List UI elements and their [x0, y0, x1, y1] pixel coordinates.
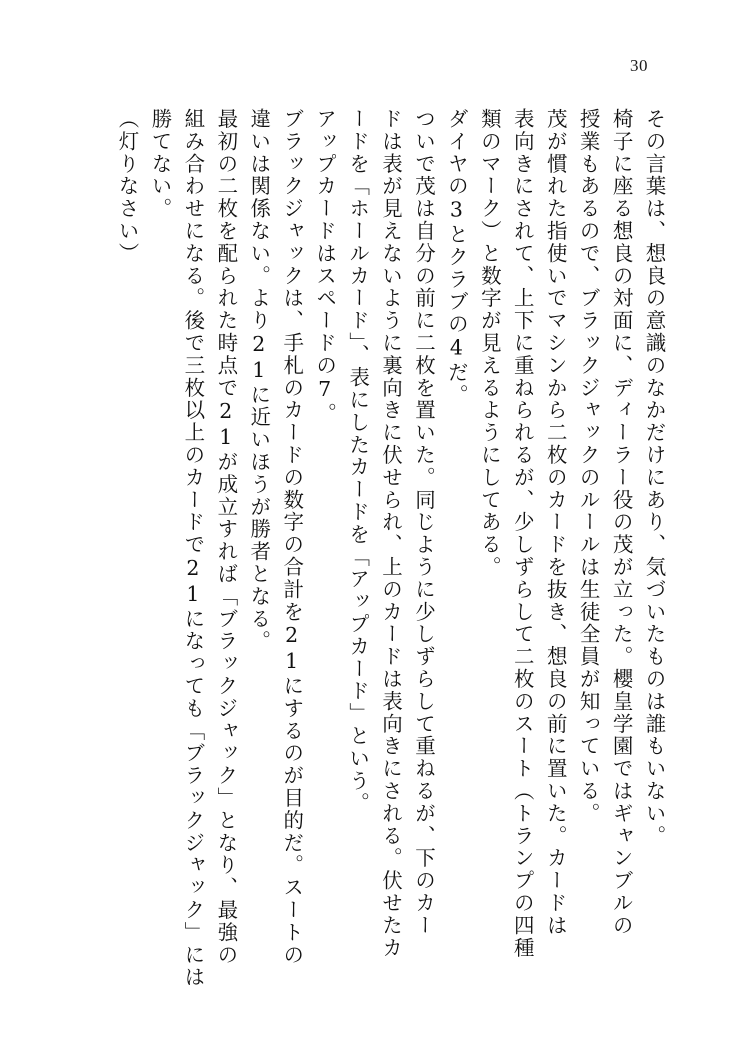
text-column: 類のマーク）と数字が見えるようにしてある。	[477, 108, 502, 579]
text-column: 勝てない。	[147, 108, 172, 220]
text-column: ブラックジャックは、手札のカードの数字の合計を21にするのが目的だ。スートの	[279, 108, 304, 967]
vertical-text-block	[104, 108, 664, 988]
page-number: 30	[630, 56, 648, 75]
text-column: 違いは関係ない。より21に近いほうが勝者となる。	[246, 108, 271, 653]
text-column: 授業もあるので、ブラックジャックのルールは生徒全員が知っている。	[576, 108, 601, 825]
text-column: ドは表が見えないように裏向きに伏せられ、上のカードは表向きにされる。伏せたカ	[378, 108, 403, 960]
text-column: （灯りなさい）	[115, 108, 139, 265]
text-column: ダイヤの3とクラブの4だ。	[444, 108, 469, 407]
text-column: 最初の二枚を配られた時点で21が成立すれば「ブラックジャック」となり、最強の	[213, 108, 238, 967]
text-column: ついで茂は自分の前に二枚を置いた。同じように少しずらして重ねるが、下のカー	[411, 108, 436, 937]
text-column: 表向きにされて、上下に重ねられるが、少しずらして二枚のスート（トランプの四種	[510, 108, 535, 960]
text-column: その言葉は、想良の意識のなかだけにあり、気づいたものは誰もいない。	[642, 108, 666, 848]
text-column: 組み合わせになる。後で三枚以上のカードで21になっても「ブラックジャック」には	[180, 108, 205, 989]
text-column: 椅子に座る想良の対面に、ディーラー役の茂が立った。櫻皇学園ではギャンブルの	[609, 108, 634, 937]
text-column: 茂が慣れた指使いでマシンから二枚のカードを抜き、想良の前に置いた。カードは	[543, 108, 568, 937]
text-column: ードを「ホールカード」、表にしたカードを「アップカード」という。	[345, 108, 370, 815]
text-column: アップカードはスペードの7。	[312, 108, 337, 426]
